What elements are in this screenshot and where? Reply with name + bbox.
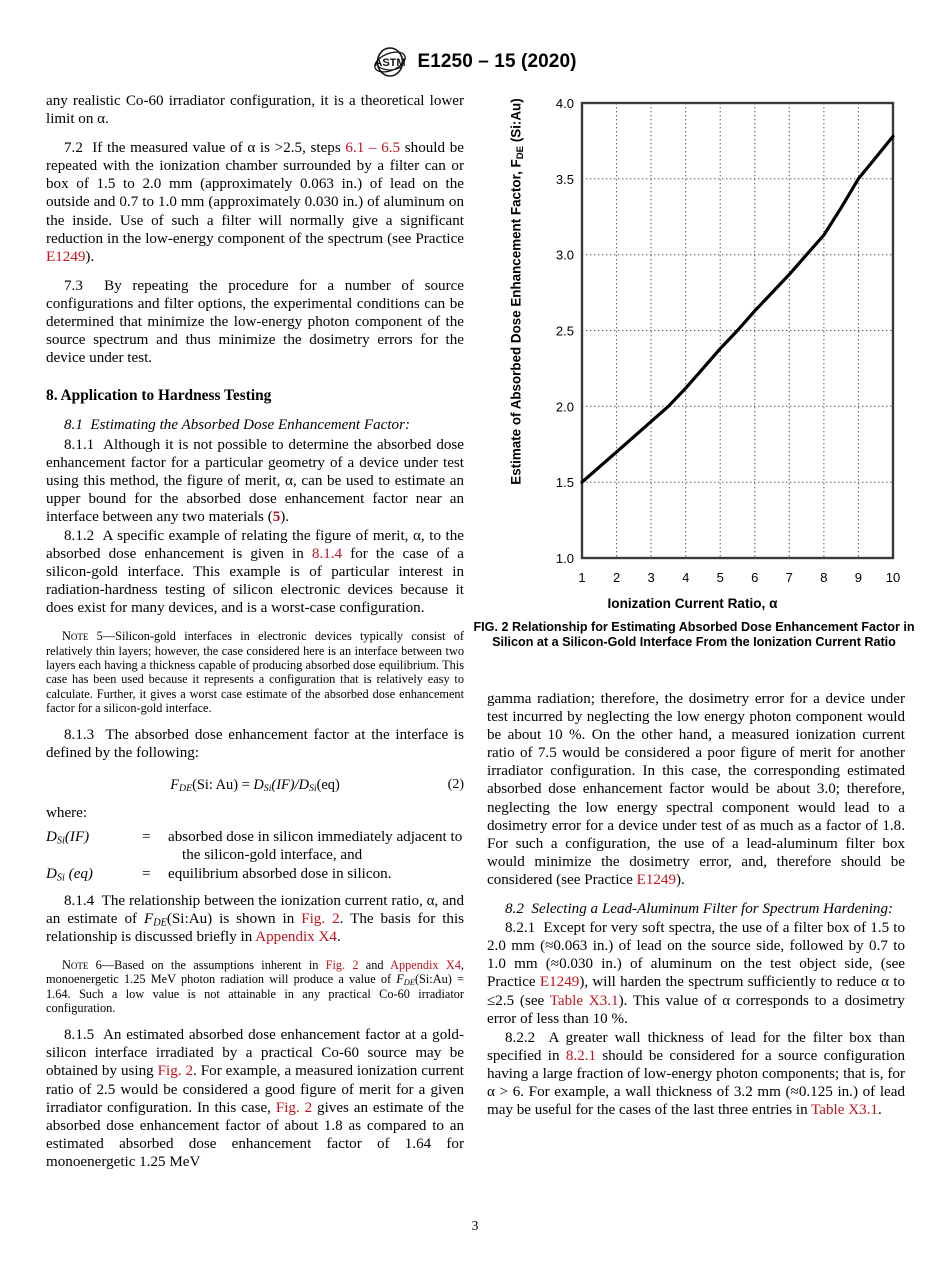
paragraph-8-2 [487,900,905,918]
paragraph-8-2-1 [487,919,905,1028]
note-5 [46,629,464,715]
para-8-2-2-text-c: . [877,1102,882,1119]
paragraph-7-2 [46,139,464,266]
para-8-1-4-text-b: is shown in [212,910,302,927]
caption-line-3: Current Ratio [815,635,896,650]
figure-2-caption [470,620,918,650]
xref-8-1-4[interactable]: 8.1.4 [311,546,343,563]
para-8-1-5-text-a: An estimated absorbed dose enhancement factor at a gold-silicon interface irradiated by a practical Co-60 source may be obtained by using [46,1027,465,1080]
svg-text:4.0: 4.0 [555,96,574,111]
y-axis-title-prefix: Estimate of Absorbed Dose Enhancement Factor, F [508,159,524,485]
para-8-1-2-text-a: A specific example of relating the figure of merit, α, to the absorbed dose enhancement is given in [46,527,464,563]
section-8-heading: 8. Application to Hardness Testing [46,387,272,405]
xref-appendix-x4-b[interactable]: Appendix X4 [390,958,461,973]
definition-row [46,865,464,883]
xref-fig-2-d[interactable]: Fig. 2 [275,1099,313,1116]
definition-list [46,828,464,883]
para-8-2-1-text-a: Except for very soft spectra, the use of a filter box of 1.5 to 2.0 mm (≈0.063 in.) of lead on the source side, followed by 0.7 to 1.0 mm (≈0.030 in.) of aluminum on the test object side, (see Practice [487,920,905,991]
xref-e1249-b[interactable]: E1249 [636,871,677,888]
para-8-1-5-cont-text-b: ). [676,871,685,888]
svg-text:ASTM: ASTM [374,57,407,69]
para-7-2-text-c: ). [85,248,95,265]
note-6-label: Note 6 [62,958,102,973]
chart-y-tick-labels [556,96,574,566]
para-8-1-5-text-b: . For example, a measured ionization current ratio of 2.5 would be considered a good figure of merit for a given irradiator configuration. In this case, [46,1063,464,1116]
note-6-text-a: Based on the assumptions inherent in [114,958,326,973]
xref-fig-2-b[interactable]: Fig. 2 [325,958,359,973]
xref-6-1-6-5[interactable]: 6.1 – 6.5 [345,140,401,157]
para-7-3-number: 7.3 [64,277,83,294]
x-axis-title-prefix: Ionization Current Ratio, [607,596,770,611]
para-8-2-2-text-a: A greater wall thickness of lead for the filter box than specified in [487,1029,905,1064]
para-8-2-2-number: 8.2.2 [505,1029,536,1046]
paragraph-7-3 [46,277,464,367]
para-8-1-5-text-c: gives an estimate of the absorbed dose enhancement factor of about 1.8 as compared to an estimated absorbed dose enhancement factor of 1.64 for monoenergetic 1.25 MeV [46,1099,465,1170]
standard-designation: E1250 – 15 (2020) [417,51,577,72]
paragraph-8-1 [46,416,464,434]
para-8-1-4-text-d: . [336,928,341,945]
def-0-line1: absorbed dose in silicon immediately adjacent to [168,828,463,845]
paragraph-8-1-3 [46,726,464,762]
para-8-1-1-text-b: ). [280,508,290,525]
xref-table-x3-1-b[interactable]: Table X3.1 [811,1102,878,1119]
eq2-rhs1-arg: (IF) [271,777,295,794]
where-label: where: [46,805,88,822]
para-8-1-1-text-a: Although it is not possible to determine the absorbed dose enhancement factor for a particular geometry of a device under test using this method, the figure of merit, α, can be used to estimate an upper bound for the absorbed dose enhancement factor near an interface between any two materials ( [46,436,464,525]
xref-e1249-c[interactable]: E1249 [539,974,580,991]
right-text-column [487,690,905,1119]
svg-text:10: 10 [885,570,901,585]
def-0-arg: (IF) [64,828,90,845]
xref-table-x3-1-a[interactable]: Table X3.1 [549,992,619,1009]
y-axis-title-sub: DE [514,145,526,160]
eq2-lhs-symbol: F [170,777,180,794]
note-6-sym-f-arg: (Si:Au) [414,972,452,987]
definition-row [46,828,464,864]
def-0-sub: Si [56,834,65,846]
chart-x-tick-labels [578,570,900,585]
svg-text:3: 3 [647,570,655,585]
definition-equals: = [142,828,151,845]
para-8-1-4-sym-f: F [143,910,154,927]
paragraph-8-1-1 [46,436,464,526]
chart-series-line [582,136,893,482]
para-8-1-3-number: 8.1.3 [64,727,95,744]
def-1-base: D [46,865,57,882]
para-8-1-5-cont-text-a: gamma radiation; therefore, the dosimetry error for a device under test incurred by neglecting the low energy photon component would be about 10 %. On the other hand, a measured ionization current ratio of 7.5 would be considered a poor figure of merit for another irradiator configuration. In this case, the corresponding estimated absorbed dose enhancement factor would be about 3.0; therefore, neglecting the low energy spectral component would lead to a dosimetry error for a device under test of as much as a factor of 1.8. For such a configuration, the use of a lead-aluminum filter box would minimize the dosimetry error, and, therefore should be considered (see Practice [487,691,905,888]
eq2-equals: = [241,777,250,794]
paragraph-8-1-2 [46,527,464,617]
equation-2-number: (2) [447,777,464,793]
figure-2 [470,88,915,618]
eq2-rhs1-sub: Si [263,783,272,795]
equation-2-body [170,776,340,794]
chart-area [470,88,915,618]
paragraph-8-2-2 [487,1029,905,1119]
chart-x-axis-title [470,596,915,611]
eq2-rhs1-symbol: D [253,777,264,794]
definition-text [168,828,464,864]
para-8-1-4-text-a: The relationship between the ionization current ratio, α, and an estimate of [46,892,464,927]
note-6-sym-f: F [396,972,404,987]
caption-line-1: FIG. 2 Relationship for Estimating Absorbed Dose Enhancement [473,620,858,634]
para-8-1-4-sym-f-sub: DE [153,917,167,929]
svg-text:3.5: 3.5 [555,171,574,187]
note-6-dash: — [101,958,115,973]
para-8-2-2-text-b: should be considered for a source configuration having a large fraction of low-energy photon components; that is, for α > 6. For example, a wall thickness of 3.2 mm (≈0.125 in.) of lead may be useful for the cases of the last three entries in [487,1047,905,1119]
paragraph-7-1-continued: any realistic Co-60 irradiator configuration, it is a theoretical lower limit on α. [46,93,464,128]
para-8-1-4-sym-f-arg: (Si:Au) [166,910,213,927]
para-8-2-1-number: 8.2.1 [505,920,536,937]
para-8-1-2-text-b: for the case of a silicon-gold interface. This example is of particular interest in radiation-hardness testing of silicon electronic devices because it does exist for many devices, and is a worst-case configuration. [46,546,464,617]
paragraph-8-1-5 [46,1026,464,1171]
page-header [0,44,950,80]
para-8-1-4-number: 8.1.4 [64,892,95,909]
svg-text:7: 7 [785,570,793,585]
xref-fig-2-c[interactable]: Fig. 2 [157,1063,194,1080]
note-6 [46,958,464,1015]
note-6-text-b: and [358,958,391,973]
para-8-1-number: 8.1 [64,417,83,434]
svg-text:1: 1 [578,570,586,585]
svg-text:9: 9 [854,570,863,585]
def-1-arg: (eq) [64,865,93,882]
def-1-sub: Si [56,871,65,883]
y-axis-title-suffix: (Si:Au) [508,98,524,146]
svg-text:6: 6 [751,570,759,585]
para-7-2-number: 7.2 [64,140,83,157]
xref-appendix-x4-a[interactable]: Appendix X4 [255,928,337,945]
note-5-label: Note 5 [62,629,103,644]
equation-2 [46,776,464,796]
note-6-text-d: = 1.64. Such a low value is not attainable in any practical Co-60 irradiator configuration. [46,972,464,1015]
svg-text:2: 2 [612,570,621,585]
para-7-2-text-b: should be repeated with the ionization chamber surrounded by a filter can or box of 1.5 to 2.0 mm (approximately 0.063 in.) of lead on the outside and 0.7 to 1.0 mm (approximately 0.030 in.) of aluminum on the inside. Use of such a filter will normally give a significant reduction in the low-energy component of the spectrum (see Practice [46,140,464,247]
para-7-2-text-a: If the measured value of α is >2.5, steps [92,140,346,157]
para-8-1-3-text: The absorbed dose enhancement factor at the interface is defined by the following: [46,727,464,762]
x-axis-title-symbol: α [769,596,778,611]
xref-8-2-1[interactable]: 8.2.1 [565,1047,597,1064]
svg-text:1.5: 1.5 [555,475,574,491]
svg-text:4: 4 [682,570,690,585]
definition-text: equilibrium absorbed dose in silicon. [168,865,392,882]
para-8-1-2-number: 8.1.2 [64,527,95,544]
svg-text:5: 5 [716,570,724,585]
page-number: 3 [471,1218,479,1233]
eq2-rhs2-symbol: D [298,777,309,794]
def-0-line2: the silicon-gold interface, and [182,846,363,863]
left-text-column [46,92,464,1171]
eq2-rhs2-sub: Si [308,783,317,795]
para-8-2-number: 8.2 [505,901,524,918]
para-8-2-1-text-c: ). This value of α corresponds to a dosimetry error of less than 10 %. [487,992,905,1027]
xref-e1249-a[interactable]: E1249 [46,248,86,265]
svg-text:2.0: 2.0 [555,399,574,415]
definition-symbol [46,865,142,883]
paragraph-8-1-4 [46,892,464,946]
para-8-1-5-number: 8.1.5 [64,1027,95,1044]
svg-text:8: 8 [820,570,828,585]
svg-text:2.5: 2.5 [555,323,574,339]
caption-line-2: Factor in Silicon at a Silicon-Gold Interface From the Ionization [492,620,915,650]
eq2-divider: / [294,777,299,794]
para-8-2-1-text-b: ), will harden the spectrum sufficiently to reduce α to ≤2.5 (see [487,974,905,1009]
eq2-rhs2-arg: (eq) [316,777,340,794]
definition-equals: = [142,865,151,882]
definition-symbol [46,828,142,846]
para-8-1-text: Estimating the Absorbed Dose Enhancement Factor: [90,417,410,434]
para-8-1-1-number: 8.1.1 [64,436,95,453]
def-0-base: D [46,828,57,845]
chart-plot [470,88,915,588]
svg-text:1.0: 1.0 [555,551,574,566]
astm-logo-icon [373,47,407,77]
xref-fig-2-a[interactable]: Fig. 2 [301,910,340,927]
note-6-text-c: , monoenergetic 1.25 MeV photon radiation will produce a value of [46,958,464,987]
eq2-lhs-sub: DE [179,783,193,795]
svg-text:3.0: 3.0 [555,247,574,263]
note-6-sym-f-sub: DE [403,978,415,988]
note-5-dash: — [102,629,116,644]
note-5-text: Silicon-gold interfaces in electronic devices typically consist of relatively thin layers; however, the case considered here is an interface between two layers each having a thickness capable of producing absorbed dose equilibrium. This case has been used because it represents a configuration that is relatively easy to calculate. Further, it gives a worst case estimate of the absorbed dose enhancement factor for a silicon-gold interface. [46,629,464,715]
para-8-2-text: Selecting a Lead-Aluminum Filter for Spectrum Hardening: [531,901,894,918]
para-8-1-4-text-c: . The basis for this relationship is discussed briefly in [46,910,465,945]
xref-ref-5[interactable]: 5 [272,508,281,525]
paragraph-8-1-5-continued [487,690,905,889]
eq2-lhs-arg: (Si: Au) [192,777,239,794]
para-7-3-text: By repeating the procedure for a number of source configurations and filter options, the experimental conditions can be determined that minimize the low-energy photon component of the source spectrum and thus minimize the dosimetry errors for the device under test. [46,277,465,367]
